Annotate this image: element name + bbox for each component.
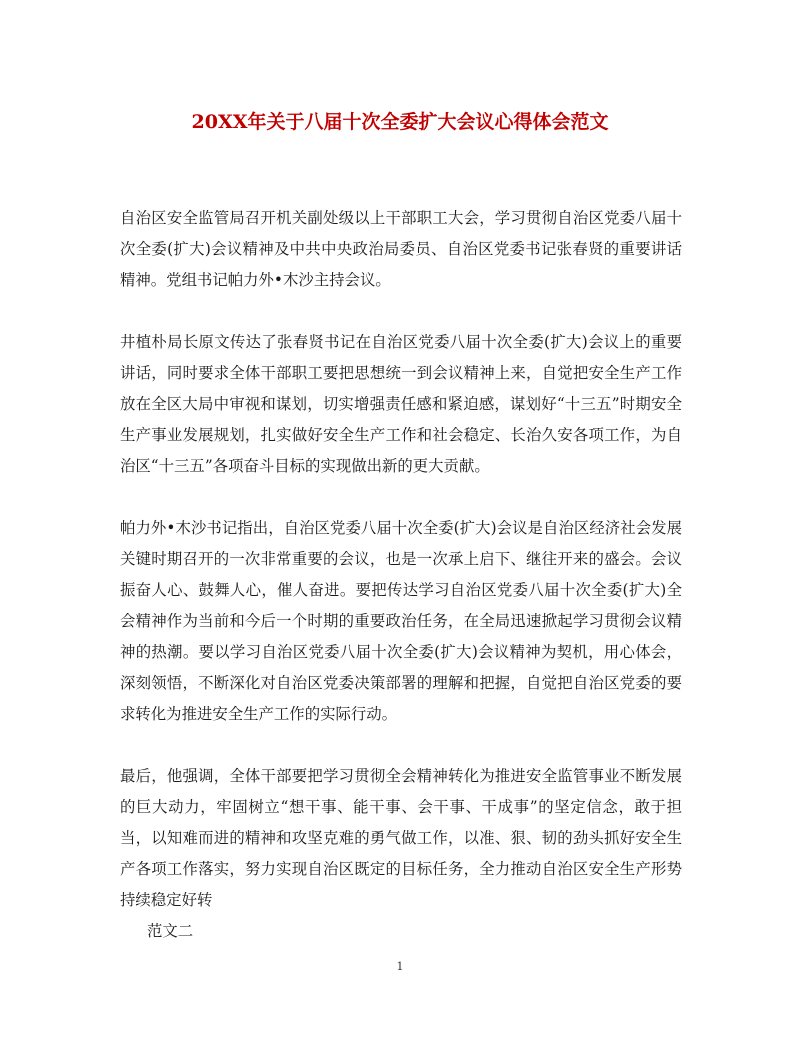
paragraph-2: 井植朴局长原文传达了张春贤书记在自治区党委八届十次全委(扩大)会议上的重要讲话，同时要求全体干部职工要把思想统一到会议精神上来，自觉把安全生产工作放在全区大局中审视和谋划，切实增强责任感和紧迫感，谋划好“十三五”时期安全生产事业发展规划，扎实做好安全生产工作和社会稳定、长治久安各项工作，为自治区“十三五”各项奋斗目标的实现做出新的更大贡献。 (120, 333, 682, 475)
paragraph-4: 最后，他强调，全体干部要把学习贯彻全会精神转化为推进安全监管事业不断发展的巨大动力，牢固树立“想干事、能干事、会干事、干成事”的坚定信念，敢于担当，以知难而进的精神和攻坚克难的勇气做工作，以准、狠、韧的劲头抓好安全生产各项工作落实，努力实现自治区既定的目标任务，全力推动自治区安全生产形势持续稳定好转 (120, 767, 682, 909)
document-title: 20XX年关于八届十次全委扩大会议心得体会范文 (191, 111, 609, 133)
paragraph-3: 帕力外•木沙书记指出，自治区党委八届十次全委(扩大)会议是自治区经济社会发展关键时期召开的一次非常重要的会议，也是一次承上启下、继往开来的盛会。会议振奋人心、鼓舞人心，催人奋进。要把传达学习自治区党委八届十次全委(扩大)全会精神作为当前和今后一个时期的重要政治任务，在全局迅速掀起学习贯彻会议精神的热潮。要以学习自治区党委八届十次全委(扩大)会议精神为契机，用心体会，深刻领悟，不断深化对自治区党委决策部署的理解和把握，自觉把自治区党委的要求转化为推进安全生产工作的实际行动。 (120, 519, 682, 723)
page-number: 1 (396, 960, 404, 973)
section-subheading: 范文二 (147, 922, 194, 940)
paragraph-1: 自治区安全监管局召开机关副处级以上干部职工大会，学习贯彻自治区党委八届十次全委(扩大)会议精神及中共中央政治局委员、自治区党委书记张春贤的重要讲话精神。党组书记帕力外•木沙主持会议。 (120, 209, 682, 289)
document-body (120, 203, 682, 947)
